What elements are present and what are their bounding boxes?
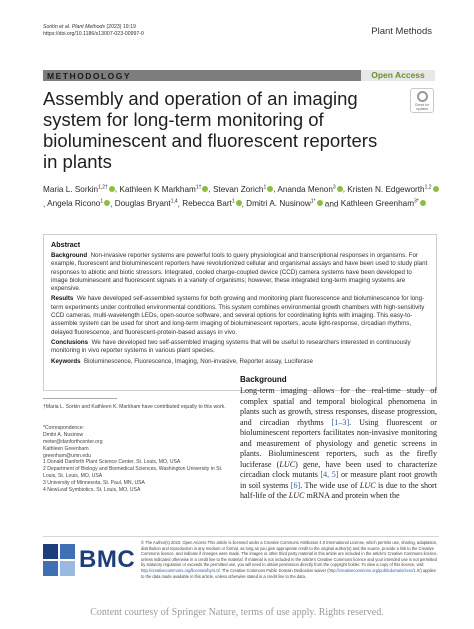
correspondent-email[interactable]: greenham@umn.edu xyxy=(43,452,91,459)
orcid-icon[interactable] xyxy=(337,186,343,192)
journal-name: Plant Methods xyxy=(371,26,432,37)
orcid-icon[interactable] xyxy=(236,200,242,206)
author-name: Douglas Bryant xyxy=(114,199,171,209)
author[interactable] xyxy=(277,185,342,194)
header-year: (2023) 19:19 xyxy=(106,24,136,30)
badge-line-2: updates xyxy=(415,107,429,111)
running-header xyxy=(43,24,144,38)
update-ring-icon xyxy=(417,91,428,102)
body-text: mRNA and protein when the xyxy=(304,491,400,500)
author-affil: 1† xyxy=(195,184,202,190)
license-part: ) applies to the data made available in this article, unless otherwise stated in a credit line to the data. xyxy=(141,567,436,579)
body-text: Long-term imaging allows for the real-time study of complex spatial and temporal biological phenomena in plants such as growth, stress responses, disease progression, and circadian rhythms xyxy=(240,386,437,427)
author-affil: 1 xyxy=(231,198,235,205)
author-name: Angela Ricono xyxy=(47,199,101,209)
author-name: Ananda Menon xyxy=(277,184,333,194)
equal-contribution-note: †Maria L. Sorkin and Kathleen K. Markham have contributed equally to this work. xyxy=(43,404,226,410)
article-type-banner xyxy=(43,70,435,81)
affiliation: 3 University of Minnesota, St. Paul, MN, USA xyxy=(43,480,145,487)
orcid-icon[interactable] xyxy=(433,186,439,192)
abstract-heading: Abstract xyxy=(51,240,81,249)
author-name: Dmitri A. Nusinow xyxy=(246,199,311,209)
citation-link[interactable]: [4, 5] xyxy=(320,470,339,479)
abstract-background-text: Non-invasive reporter systems are powerful tools to query physiological and transcriptional responses in organisms. For example, fluorescent and bioluminescent reporters have revolutionized cellular and organismal assays and have been used to study plant responses to abiotic and biotic stressors. Integrated, cooled charge-coupled device (CCD) camera systems have been developed to image bioluminescent and fluorescent signals in a variety of organisms; however, these integrated long-term imaging systems are expensive. xyxy=(51,252,428,293)
bmc-mark-icon xyxy=(43,544,75,576)
body-paragraph xyxy=(240,386,437,502)
author-affil: 3* xyxy=(414,198,419,205)
author-list: Maria L. Sorkin$^{1,2\dagger}$ , Kathleen K Markham$^{1\dagger}$ , Stevan Zorich$^1$ , Ananda Menon$^3$ , Kristen N. Edgeworth$^{1,2}$, Angela Ricono$^1$ , Douglas Bryant$^{1,4}$, Rebecca Bart$^1$ , Dmitri A. Nusinow$^{1*}$ and Kathleen Greenham$^{3*}$ xyxy=(43,181,439,210)
author[interactable] xyxy=(213,185,273,194)
orcid-icon[interactable] xyxy=(267,186,273,192)
author-name: Stevan Zorich xyxy=(212,184,264,194)
abstract-keywords-label: Keywords xyxy=(51,357,81,365)
license-part: © The Author(s) 2023. Open Access This article is licensed under a Creative Commons Attribution 4.0 International License, which permits use, sharing, adaptation, distribution and reproduction in any medium or format, as long as you give appropriate credit to the original author(s) and the source, provide a link to the Creative Commons licence, and indicate if changes were made. The images or other third party material in this article are included in the article's Creative Commons licence, unless indicated otherwise in a credit line to the material. If material is not included in the article's Creative Commons licence and your intended use is not permitted by statutory regulation or exceeds the permitted use, you will need to obtain permission directly from the copyright holder. To view a copy of this licence, visit xyxy=(141,540,438,568)
author[interactable] xyxy=(182,199,241,208)
citation-link[interactable]: [1–3] xyxy=(331,417,350,427)
author-affil: 1 xyxy=(100,198,104,205)
body-column xyxy=(240,375,437,502)
abstract-results-label: Results xyxy=(51,295,74,303)
orcid-icon[interactable] xyxy=(317,200,323,206)
correspondent-name: Dmitri A. Nusinow xyxy=(43,431,84,438)
courtesy-notice: Content courtesy of Springer Nature, terms of use apply. Rights reserved. xyxy=(90,607,384,618)
body-text: ) gene, have been used to characterize circadian clock mutants xyxy=(240,459,437,479)
license-text xyxy=(141,540,439,579)
author-affil: 1 xyxy=(263,184,267,190)
author[interactable] xyxy=(47,199,110,208)
author-affil: 1,2 xyxy=(424,184,432,190)
author[interactable] xyxy=(119,185,208,194)
bmc-logo[interactable] xyxy=(43,544,136,576)
orcid-icon[interactable] xyxy=(109,186,115,192)
author[interactable] xyxy=(115,199,178,208)
author-affil: 1,4 xyxy=(170,198,178,205)
license-footer xyxy=(43,536,439,596)
abstract-results-text: We have developed self-assembled systems for both growing and monitoring plant fluorescence and bioluminescence for long-term experiments under controlled environmental conditions. This system combines environmental growth chambers with high-sensitivity CCD cameras, multi-wavelength LEDs, open-source software, and several options for coordinating lights with imaging. This easy-to-assemble system can be used for short and long-term imaging of bioluminescent reporters, acute light-response, circadian rhythms, delayed fluorescence, and fluorescent-protein-based assays in vivo. xyxy=(51,295,425,336)
author-affil: 1,2† xyxy=(98,184,108,190)
open-access-badge: Open Access xyxy=(361,70,435,81)
author-affil: 1* xyxy=(310,198,316,205)
author[interactable] xyxy=(347,185,438,194)
footnote-rule xyxy=(43,398,117,399)
body-text: or measure plant root growth in soil systems xyxy=(240,470,437,490)
orcid-icon[interactable] xyxy=(104,200,110,206)
publicdomain-link[interactable]: http://creativecommons.org/publicdomain/zero/1.0/ xyxy=(328,567,421,573)
body-text: is due to the short half-life of the xyxy=(240,480,438,500)
author-name: Kristen N. Edgeworth xyxy=(347,184,425,194)
author[interactable] xyxy=(341,199,426,208)
abstract-conclusions xyxy=(51,339,429,356)
badge-line-1: Check for xyxy=(414,103,430,107)
correspondent-name: Kathleen Greenham xyxy=(43,445,89,452)
section-heading: Background xyxy=(240,375,287,384)
correspondence-label: *Correspondence: xyxy=(43,424,85,431)
abstract-conclusions-label: Conclusions xyxy=(51,338,89,346)
article-type-label: METHODOLOGY xyxy=(47,71,132,81)
author-name: Kathleen Greenham xyxy=(340,199,415,209)
header-doi[interactable]: https://doi.org/10.1186/s13007-023-00997-0 xyxy=(43,31,144,37)
gene-name: LUC xyxy=(279,459,296,469)
affiliation: 2 Department of Biology and Biomedical Sciences, Washington University in St. Louis, St. Louis, MO, USA xyxy=(43,466,223,480)
license-link[interactable]: http://creativecommons.org/licenses/by/4.0/ xyxy=(141,567,220,573)
body-text: . Using fluorescent or bioluminescent reporters facilitates non-invasive monitoring and measurement of physiology and genetic screens in plants. Bioluminescent reporters, such as the firefly luciferase ( xyxy=(240,417,437,469)
affiliation: 4 NewLeaf Symbiotics, St. Louis, MO, USA xyxy=(43,487,141,494)
author[interactable] xyxy=(246,199,322,208)
author-name: Maria L. Sorkin xyxy=(43,184,99,194)
body-text: . The wide use of xyxy=(300,480,360,490)
check-for-updates-badge[interactable] xyxy=(410,88,434,113)
abstract-box xyxy=(43,234,437,391)
license-part: . The Creative Commons Public Domain Dedication waiver ( xyxy=(219,567,329,573)
abstract-results xyxy=(51,295,429,336)
orcid-icon[interactable] xyxy=(420,200,426,206)
author-name: Kathleen K Markham xyxy=(119,184,196,194)
footnotes-column xyxy=(43,398,233,494)
gene-name: LUC xyxy=(359,480,376,490)
abstract-keywords-text: Bioluminescence, Fluorescence, Imaging, Non-invasive, Reporter assay, Luciferase xyxy=(84,357,313,365)
abstract-keywords xyxy=(51,358,429,366)
author-affil: 3 xyxy=(332,184,336,190)
author-name: Rebecca Bart xyxy=(182,199,232,209)
abstract-conclusions-text: We have developed two self-assembled imaging systems that will be useful to researchers interested in continuously monitoring in vivo reporter systems in various plant species. xyxy=(51,338,411,355)
bmc-wordmark: BMC xyxy=(79,546,136,573)
abstract-background-label: Background xyxy=(51,252,88,259)
author[interactable] xyxy=(43,185,115,194)
correspondence-block xyxy=(43,425,233,494)
affiliation: 1 Donald Danforth Plant Science Center, St. Louis, MO, USA xyxy=(43,459,181,466)
header-citation: Sorkin et al. Plant Methods xyxy=(43,24,105,30)
abstract-background xyxy=(51,252,429,293)
correspondent-email[interactable]: meter@danforthcenter.org xyxy=(43,438,103,445)
article-title: Assembly and operation of an imaging system for long-term monitoring of bioluminescent and fluorescent reporters in plants xyxy=(43,88,378,172)
orcid-icon[interactable] xyxy=(202,186,208,192)
citation-link[interactable]: [6] xyxy=(290,480,301,490)
gene-name: LUC xyxy=(288,491,305,500)
